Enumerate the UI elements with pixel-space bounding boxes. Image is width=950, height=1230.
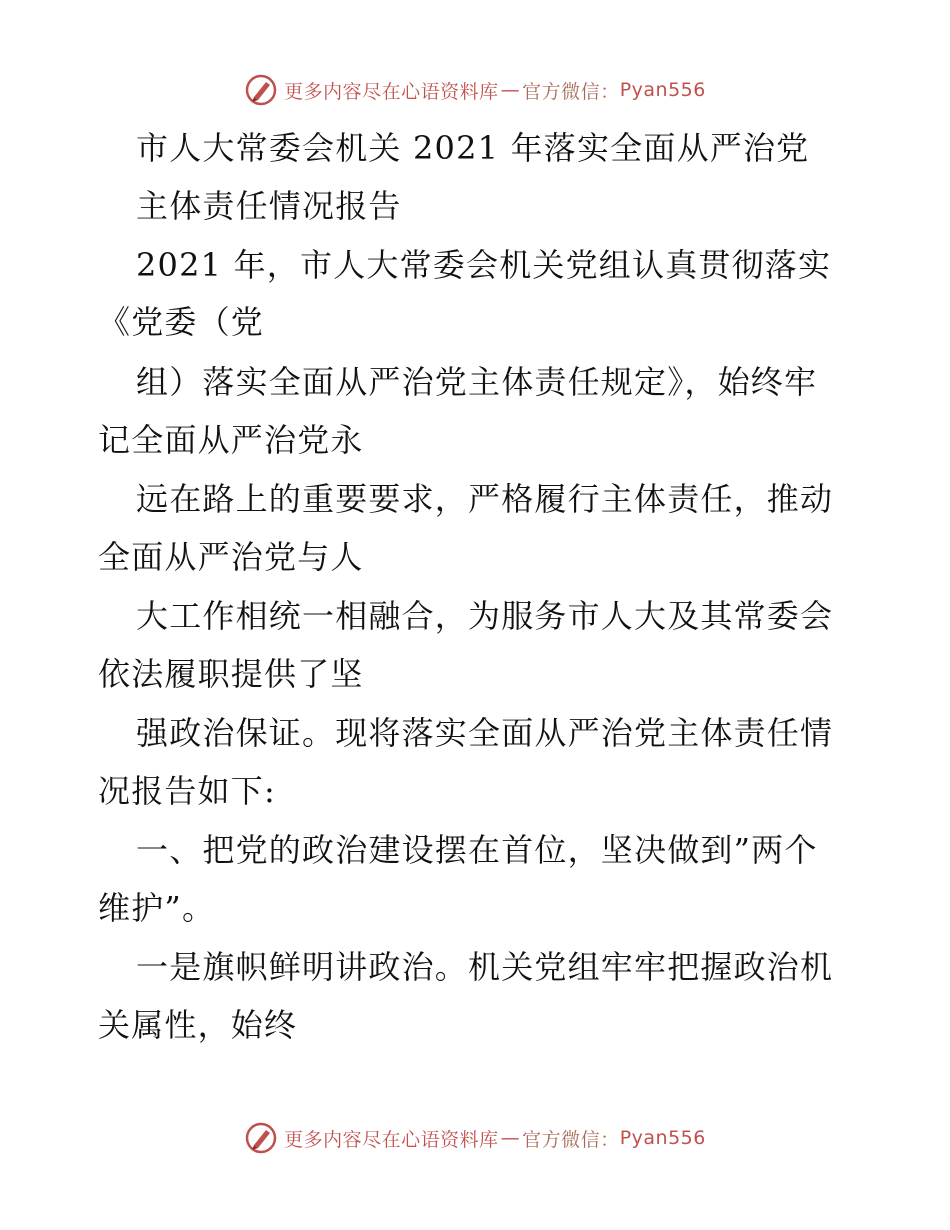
doc-title-line-2: 主体责任情况报告 xyxy=(136,187,402,225)
banner-wechat-id: Pyan556 xyxy=(619,1127,706,1149)
doc-line: 2021 年，市人大常委会机关党组认真贯彻落实 xyxy=(136,246,832,284)
doc-line: 强政治保证。现将落实全面从严治党主体责任情 xyxy=(136,714,834,752)
doc-line: 依法履职提供了坚 xyxy=(98,655,364,693)
doc-line: 远在路上的重要要求，严格履行主体责任，推动 xyxy=(136,480,834,518)
doc-line: 全面从严治党与人 xyxy=(98,538,364,576)
doc-line: 大工作相统一相融合，为服务市人大及其常委会 xyxy=(136,597,834,635)
banner-dash: — xyxy=(500,1127,521,1149)
doc-line: 《党委（党 xyxy=(98,303,265,341)
doc-line: 维护”。 xyxy=(98,889,216,927)
banner-text: 更多内容尽在心语资料库 xyxy=(284,1128,499,1151)
pen-logo-icon xyxy=(244,73,278,107)
banner-text: 更多内容尽在心语资料库 xyxy=(284,80,499,103)
pen-logo-icon xyxy=(244,1121,278,1155)
doc-section-heading: 一、把党的政治建设摆在首位，坚决做到”两个 xyxy=(136,831,818,869)
doc-title-line-1: 市人大常委会机关 2021 年落实全面从严治党 xyxy=(136,129,810,167)
doc-line: 况报告如下: xyxy=(98,772,276,810)
doc-line: 组）落实全面从严治党主体责任规定》，始终牢 xyxy=(136,363,818,401)
banner-wechat-id: Pyan556 xyxy=(619,79,706,101)
doc-line: 关属性，始终 xyxy=(98,1006,298,1044)
banner-dash: — xyxy=(500,79,521,101)
doc-line: 记全面从严治党永 xyxy=(98,421,364,459)
banner-wechat-label: 官方微信： xyxy=(522,1128,620,1151)
banner-wechat-label: 官方微信： xyxy=(522,80,620,103)
header-watermark-banner xyxy=(0,70,950,110)
footer-watermark-banner xyxy=(0,1118,950,1158)
doc-line: 一是旗帜鲜明讲政治。机关党组牢牢把握政治机 xyxy=(136,948,834,986)
